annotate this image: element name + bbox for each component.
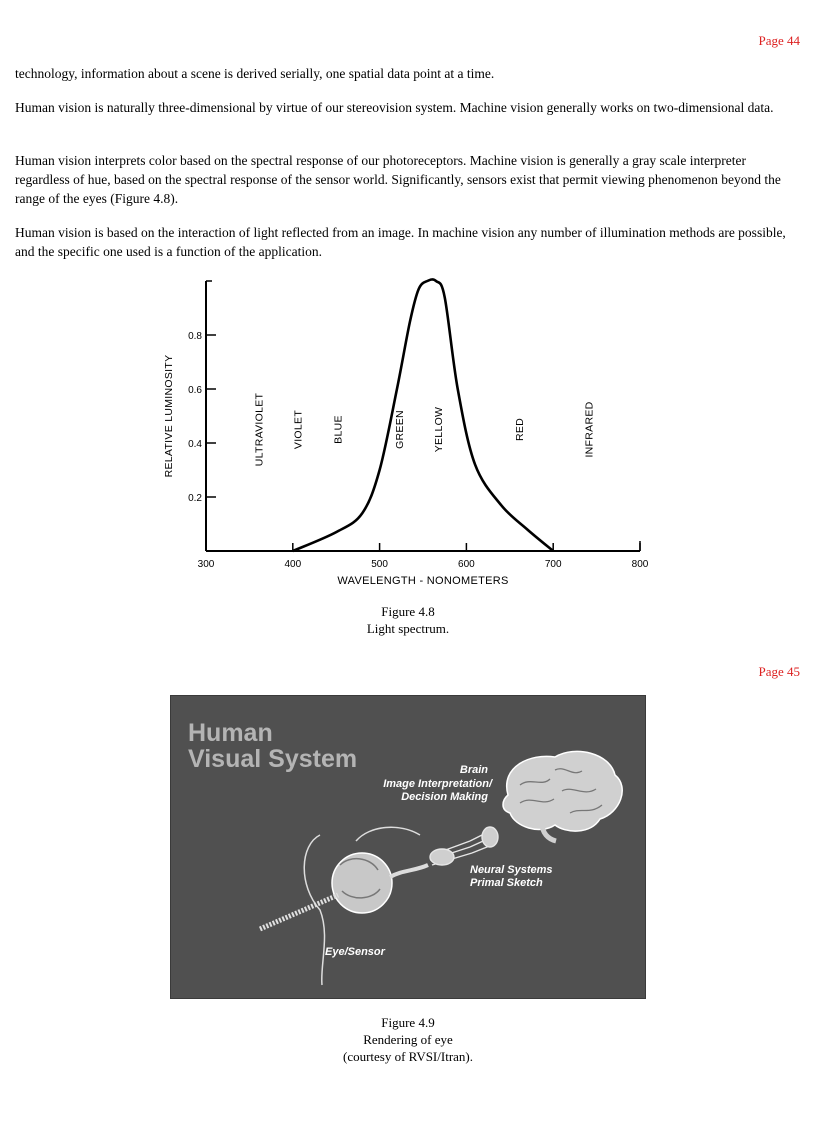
- hvs-title-line1: Human: [188, 719, 273, 747]
- paragraph-4: Human vision is based on the interaction of light reflected from an image. In machine vision any number of illumination methods are possible, and the specific one used is a function of the application.: [15, 225, 786, 259]
- figure-4-8-number: Figure 4.8: [381, 604, 435, 619]
- band-label-red: RED: [513, 417, 526, 442]
- paragraph-3: Human vision interprets color based on the spectral response of our photoreceptors. Machine vision is generally a gray scale interpreter regardless of hue, based on the spectral response of the sensor world. Significantly, sensors exist that permit viewing phenomenon beyond the range of the eyes (Figure 4.8).: [15, 153, 781, 206]
- hvs-title-line2: Visual System: [188, 745, 358, 773]
- x-tick-label: 600: [458, 559, 475, 570]
- human-visual-system-image: [170, 695, 646, 999]
- light-spectrum-chart: [150, 270, 670, 600]
- brain-sub-line1: Image Interpretation/: [383, 778, 492, 790]
- y-tick-label: 0.2: [188, 493, 202, 504]
- figure-4-9-title: Rendering of eye: [363, 1032, 453, 1047]
- paragraph-2: Human vision is naturally three-dimensional by virtue of our stereovision system. Machine vision generally works on two-dimensional data.: [15, 100, 774, 115]
- eye-label: Eye/Sensor: [325, 946, 385, 958]
- figure-4-8-title: Light spectrum.: [366, 621, 450, 636]
- band-label-violet: VIOLET: [292, 409, 305, 450]
- y-tick-label: 0.6: [188, 385, 202, 396]
- chart-axes: [206, 281, 640, 551]
- x-axis-label: WAVELENGTH - NONOMETERS: [337, 575, 509, 587]
- x-tick-label: 400: [284, 559, 302, 570]
- x-tick-label: 500: [371, 559, 388, 570]
- y-tick-label: 0.4: [188, 439, 202, 450]
- neural-label: Neural Systems: [470, 864, 553, 876]
- neural-sub: Primal Sketch: [470, 877, 543, 889]
- chart-band-labels: [253, 392, 595, 466]
- band-label-ultraviolet: ULTRAVIOLET: [253, 392, 266, 467]
- x-tick-label: 700: [544, 559, 562, 570]
- figure-4-9-number: Figure 4.9: [381, 1015, 435, 1030]
- band-label-yellow: YELLOW: [433, 406, 446, 453]
- y-axis-label: RELATIVE LUMINOSITY: [163, 354, 175, 478]
- brain-label: Brain: [459, 764, 488, 776]
- brain-sub-line2: Decision Making: [401, 791, 488, 803]
- figure-4-8-caption: [0, 603, 816, 637]
- y-tick-label: 0.8: [188, 331, 202, 342]
- paragraph-1: technology, information about a scene is derived serially, one spatial data point at a time.: [15, 66, 495, 81]
- figure-4-9-caption: [0, 1014, 816, 1065]
- band-label-blue: BLUE: [332, 415, 345, 444]
- x-tick-label: 800: [631, 559, 649, 570]
- figure-4-9-credit: (courtesy of RVSI/Itran).: [342, 1049, 473, 1064]
- page-number-44: Page 44: [758, 33, 800, 48]
- band-label-green: GREEN: [394, 410, 407, 449]
- page-number-45: Page 45: [758, 664, 800, 679]
- x-tick-label: 300: [197, 559, 215, 570]
- band-label-infrared: INFRARED: [583, 401, 596, 458]
